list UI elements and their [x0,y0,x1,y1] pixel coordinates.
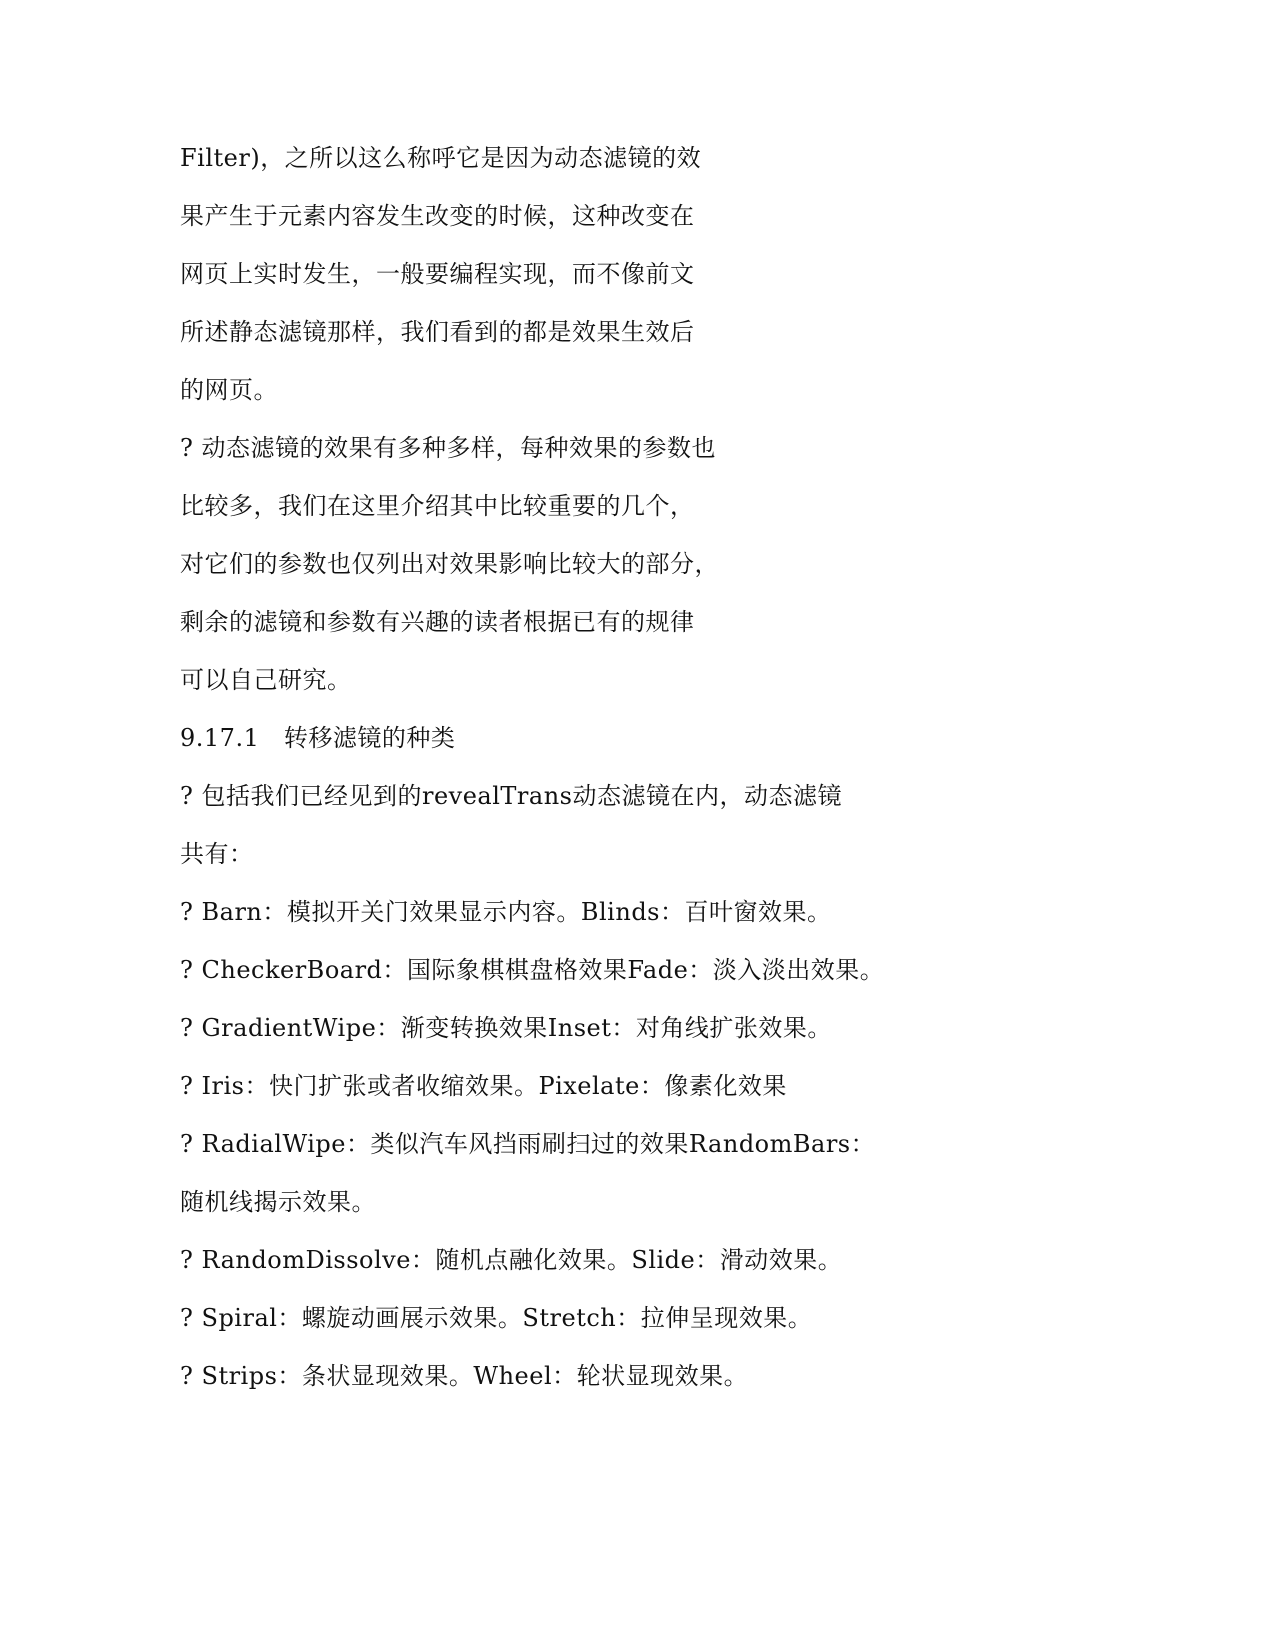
paragraph-line: 可以自己研究。 [180,666,352,694]
paragraph-line: 对它们的参数也仅列出对效果影响比较大的部分， [180,550,719,578]
bullet-line: ? Iris：快门扩张或者收缩效果。Pixelate：像素化效果 [180,1072,787,1100]
bullet-line: ? RandomDissolve：随机点融化效果。Slide：滑动效果。 [180,1246,843,1274]
bullet-line: ? 包括我们已经见到的revealTrans动态滤镜在内，动态滤镜 [180,782,842,810]
paragraph-line: 果产生于元素内容发生改变的时候，这种改变在 [180,202,695,230]
paragraph-line: 共有： [180,840,254,868]
bullet-line: ? RadialWipe：类似汽车风挡雨刷扫过的效果RandomBars： [180,1130,876,1158]
paragraph-line: 剩余的滤镜和参数有兴趣的读者根据已有的规律 [180,608,695,636]
paragraph-line: 随机线揭示效果。 [180,1188,376,1216]
paragraph-line: 所述静态滤镜那样，我们看到的都是效果生效后 [180,318,695,346]
paragraph-line: 的网页。 [180,376,278,404]
section-heading: 9.17.1 转移滤镜的种类 [180,724,456,752]
bullet-line: ? CheckerBoard：国际象棋棋盘格效果Fade：淡入淡出效果。 [180,956,885,984]
paragraph-line: Filter)，之所以这么称呼它是因为动态滤镜的效 [180,144,702,172]
bullet-line: ? Spiral：螺旋动画展示效果。Stretch：拉伸呈现效果。 [180,1304,813,1332]
paragraph-line: 网页上实时发生，一般要编程实现，而不像前文 [180,260,695,288]
bullet-line: ? 动态滤镜的效果有多种多样，每种效果的参数也 [180,434,716,462]
paragraph-line: 比较多，我们在这里介绍其中比较重要的几个， [180,492,695,520]
bullet-line: ? Strips：条状显现效果。Wheel：轮状显现效果。 [180,1362,749,1390]
bullet-line: ? GradientWipe：渐变转换效果Inset：对角线扩张效果。 [180,1014,832,1042]
bullet-line: ? Barn：模拟开关门效果显示内容。Blinds：百叶窗效果。 [180,898,832,926]
